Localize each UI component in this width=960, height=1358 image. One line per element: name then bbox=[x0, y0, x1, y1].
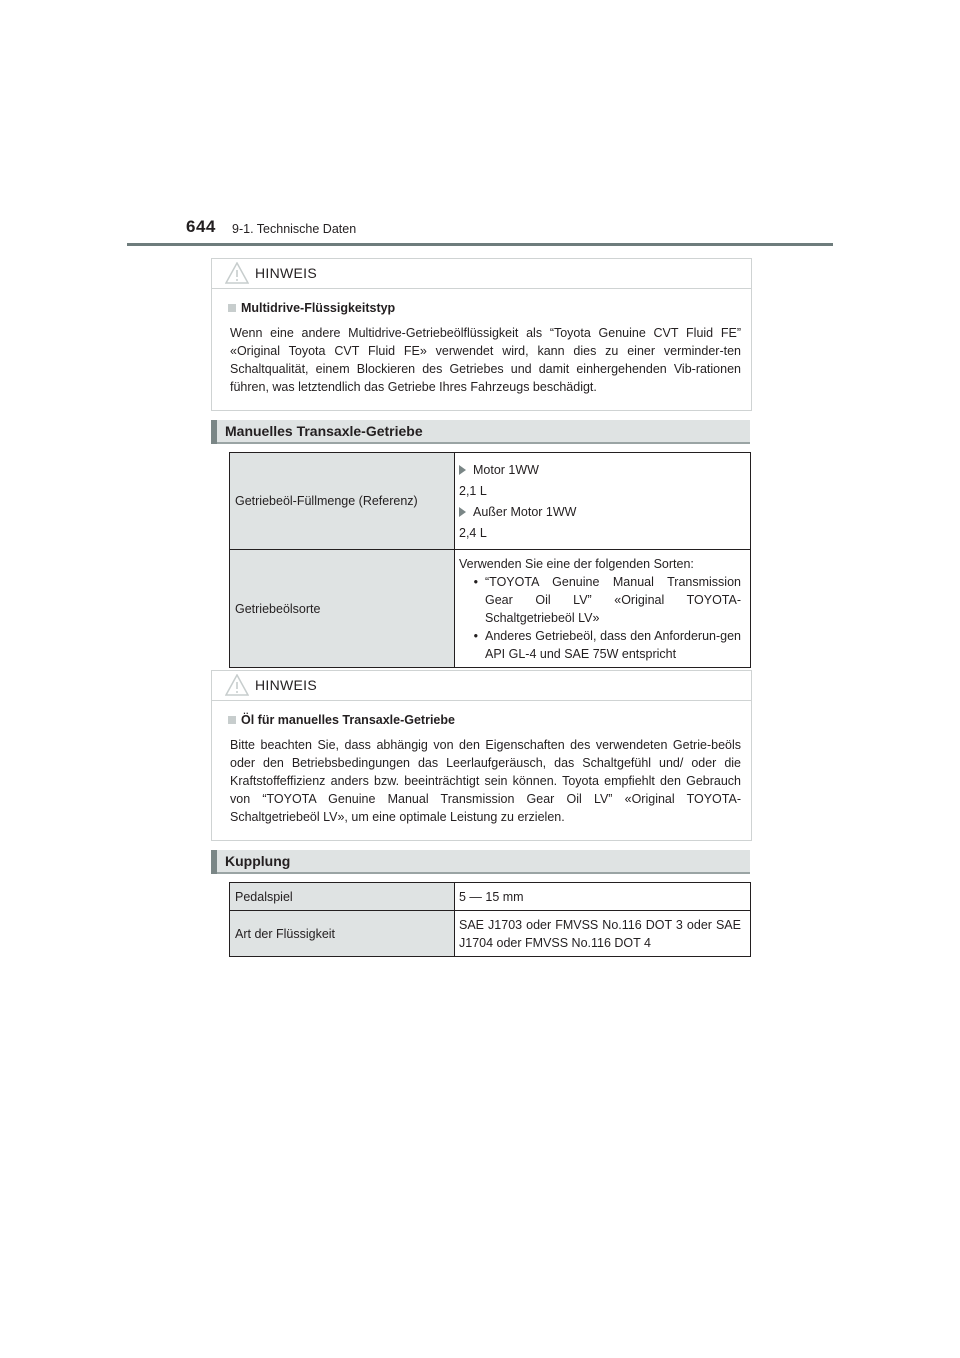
table-value: 5 — 15 mm bbox=[455, 883, 751, 911]
page-number: 644 bbox=[186, 217, 216, 236]
notice-item-title: Öl für manuelles Transaxle-Getriebe bbox=[228, 713, 741, 727]
table-label: Art der Flüssigkeit bbox=[230, 911, 455, 957]
table-label: Getriebeöl-Füllmenge (Referenz) bbox=[230, 453, 455, 550]
notice-title: HINWEIS bbox=[255, 677, 317, 693]
table-value: Verwenden Sie eine der folgenden Sorten: • “TOYOTA Genuine Manual Transmission Gear Oil LV” «Original TOYOTA-Schaltgetriebeöl LV» • Anderes Getriebeöl, dass den Anforderun-gen API GL-4 und SAE 75W entspricht bbox=[455, 550, 751, 668]
section-heading-clutch bbox=[211, 850, 750, 874]
table-label: Pedalspiel bbox=[230, 883, 455, 911]
arrow-right-icon bbox=[459, 465, 466, 475]
warning-icon bbox=[225, 674, 249, 696]
section-heading-text: Kupplung bbox=[225, 853, 291, 869]
table-label: Getriebeölsorte bbox=[230, 550, 455, 668]
heading-accent bbox=[211, 420, 217, 444]
table-row bbox=[230, 550, 751, 668]
notice-text: Wenn eine andere Multidrive-Getriebeölflüssigkeit als “Toyota Genuine CVT Fluid FE” «Original Toyota CVT Fluid FE» verwendet wird, kann dies zu einer verminder-ten Schaltqualität, einem Blockieren des Getriebes und damit einhergehenden Vib-rationen führen, was letztendlich das Getriebe Ihres Fahrzeugs beschädigt. bbox=[230, 326, 741, 394]
manual-transaxle-table bbox=[229, 452, 751, 668]
table-value: Motor 1WW 2,1 L Außer Motor 1WW 2,4 L bbox=[455, 453, 751, 550]
table-row bbox=[230, 453, 751, 550]
notice-item-title: Multidrive-Flüssigkeitstyp bbox=[228, 301, 741, 315]
notice-box-multidrive bbox=[211, 258, 752, 411]
notice-header bbox=[212, 671, 751, 701]
table-row bbox=[230, 883, 751, 911]
notice-header bbox=[212, 259, 751, 289]
table-value: SAE J1703 oder FMVSS No.116 DOT 3 oder SAE J1704 oder FMVSS No.116 DOT 4 bbox=[455, 911, 751, 957]
section-title: 9-1. Technische Daten bbox=[232, 222, 357, 236]
arrow-right-icon bbox=[459, 507, 466, 517]
notice-text: Bitte beachten Sie, dass abhängig von den Eigenschaften des verwendeten Getrie-beöls oder den Betriebsbedingungen das Leerlaufgeräusch, das Schaltgefühl und/ oder die Kraftstoffeffizienz anders bzw. beeinträchtigt sein können. Toyota empfiehlt den Gebrauch von “TOYOTA Genuine Manual Transmission Gear Oil LV” «Original TOYOTA-Schaltgetriebeöl LV», um eine optimale Leistung zu erzielen. bbox=[230, 738, 741, 824]
warning-icon bbox=[225, 262, 249, 284]
bullet-square-icon bbox=[228, 716, 236, 724]
header-rule bbox=[127, 243, 833, 246]
table-row bbox=[230, 911, 751, 957]
section-heading-text: Manuelles Transaxle-Getriebe bbox=[225, 423, 423, 439]
notice-title: HINWEIS bbox=[255, 265, 317, 281]
heading-accent bbox=[211, 850, 217, 874]
list-item: • “TOYOTA Genuine Manual Transmission Gear Oil LV” «Original TOYOTA-Schaltgetriebeöl LV» bbox=[473, 575, 741, 625]
bullet-square-icon bbox=[228, 304, 236, 312]
clutch-table bbox=[229, 882, 751, 957]
section-heading-manual bbox=[211, 420, 750, 444]
list-item: • Anderes Getriebeöl, dass den Anforderun-gen API GL-4 und SAE 75W entspricht bbox=[473, 629, 741, 661]
notice-box-manual-oil bbox=[211, 670, 752, 841]
